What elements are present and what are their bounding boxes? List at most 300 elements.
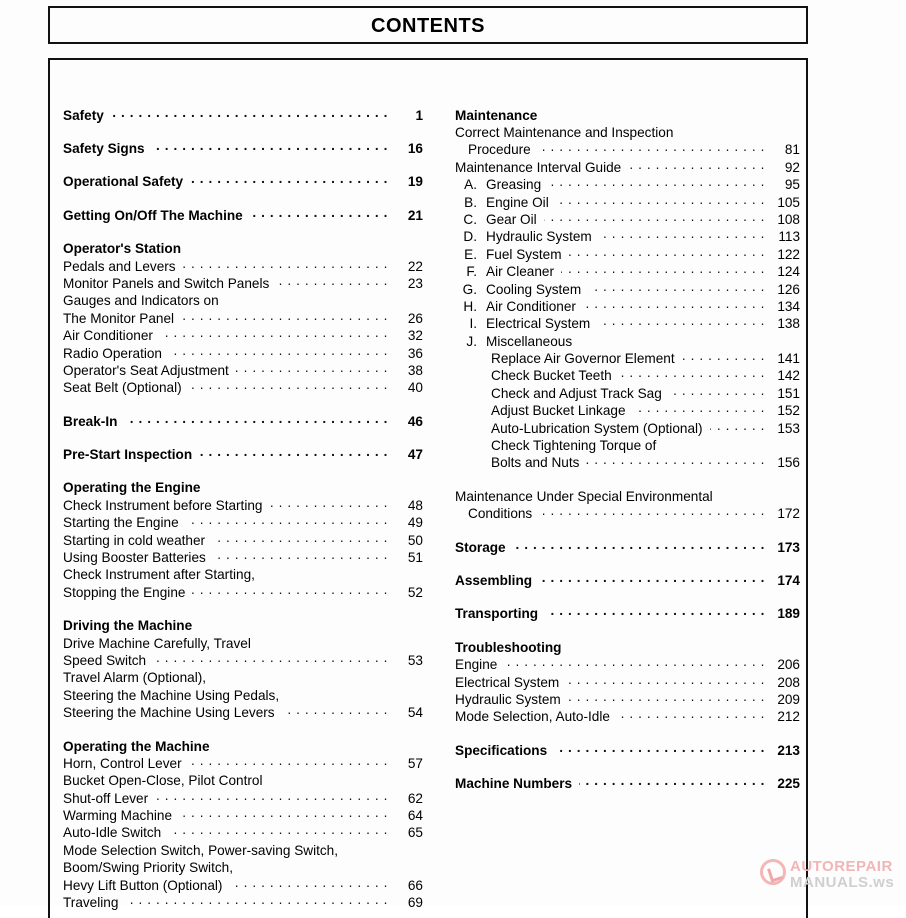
toc-entry-label: Monitor Panels and Switch Panels	[63, 275, 270, 291]
toc-group	[455, 741, 800, 758]
toc-dot-leader	[183, 257, 388, 271]
toc-dot-leader	[539, 505, 765, 519]
toc-page-number: 142	[777, 368, 800, 384]
toc-entry-label: Mode Selection Switch, Power-saving Switch,	[63, 842, 339, 858]
toc-entry[interactable]	[63, 583, 423, 600]
toc-section-entry[interactable]	[455, 741, 800, 758]
toc-entry[interactable]	[63, 807, 423, 824]
toc-entry-label: Check Tightening Torque of	[491, 438, 657, 454]
toc-entry[interactable]	[63, 361, 423, 378]
toc-section-entry[interactable]	[63, 139, 423, 156]
toc-entry[interactable]	[63, 514, 423, 531]
toc-dot-leader	[189, 379, 388, 393]
toc-entry[interactable]	[63, 496, 423, 513]
toc-dot-leader	[199, 445, 388, 459]
toc-page-number: 26	[407, 310, 423, 326]
toc-entry-label: Seat Belt (Optional)	[63, 380, 182, 396]
toc-dot-leader	[189, 754, 388, 768]
toc-entry-letter: D.	[463, 229, 477, 245]
toc-entry-letter: I.	[469, 316, 477, 332]
toc-page-number: 32	[407, 328, 423, 344]
toc-entry-label: Operator's Seat Adjustment	[63, 362, 229, 378]
toc-entry-label: Check Bucket Teeth	[491, 368, 612, 384]
toc-entry-label: Stopping the Engine	[63, 584, 186, 600]
toc-page-number: 105	[777, 194, 800, 210]
toc-page-number: 23	[407, 275, 423, 291]
toc-page-number: 124	[777, 264, 800, 280]
toc-entry[interactable]	[455, 384, 800, 401]
toc-dot-leader	[710, 419, 765, 433]
toc-entry-label: Air Conditioner	[63, 328, 153, 344]
toc-entry-label: Procedure	[468, 142, 531, 158]
toc-entry[interactable]	[455, 436, 800, 453]
toc-page-number: 108	[777, 211, 800, 227]
toc-dot-leader	[250, 206, 388, 220]
toc-entry[interactable]	[63, 634, 423, 651]
toc-entry-letter: B.	[464, 194, 477, 210]
toc-dot-leader	[544, 106, 765, 120]
toc-page-number: 153	[777, 420, 800, 436]
toc-dot-leader	[544, 210, 765, 224]
toc-dot-leader	[513, 538, 765, 552]
toc-entry[interactable]	[63, 566, 423, 583]
toc-dot-leader	[539, 571, 765, 585]
toc-dot-leader	[566, 673, 765, 687]
toc-entry-letter: H.	[463, 298, 477, 314]
toc-entry[interactable]	[63, 379, 423, 396]
toc-section-entry[interactable]	[455, 538, 800, 555]
toc-page-number: 134	[777, 298, 800, 314]
toc-entry[interactable]	[63, 292, 423, 309]
toc-dot-leader	[545, 605, 765, 619]
toc-page-number: 126	[777, 281, 800, 297]
toc-entry-letter: G.	[462, 281, 477, 297]
toc-page-number: 189	[777, 606, 800, 622]
toc-entry-label: Check Instrument before Starting	[63, 497, 263, 513]
toc-entry[interactable]	[63, 327, 423, 344]
toc-entry[interactable]	[455, 123, 800, 140]
toc-entry-label: Mode Selection, Auto-Idle	[455, 709, 610, 725]
toc-group	[455, 487, 800, 522]
toc-page-number: 40	[407, 380, 423, 396]
toc-entry-label: Transporting	[455, 606, 539, 622]
toc-dot-leader	[633, 402, 765, 416]
toc-page-number: 209	[777, 691, 800, 707]
toc-dot-leader	[153, 651, 388, 665]
toc-entry[interactable]	[63, 686, 423, 703]
toc-page-number: 212	[777, 709, 800, 725]
toc-section-entry[interactable]	[63, 412, 423, 429]
toc-section-entry[interactable]	[63, 173, 423, 190]
toc-entry[interactable]	[63, 669, 423, 686]
toc-page-number: 1	[415, 107, 423, 123]
toc-group	[63, 240, 423, 397]
toc-entry[interactable]	[455, 263, 800, 280]
toc-entry-label: Engine Oil	[486, 194, 549, 210]
toc-page-number: 141	[777, 351, 800, 367]
toc-entry-label: Air Cleaner	[486, 264, 554, 280]
toc-entry-label: Check and Adjust Track Sag	[491, 385, 662, 401]
toc-dot-leader	[680, 123, 765, 137]
watermark-line-2: MANUALS.ws	[790, 874, 895, 891]
toc-dot-leader	[588, 280, 765, 294]
toc-group	[455, 538, 800, 555]
toc-group	[455, 106, 800, 471]
toc-dot-leader	[619, 367, 765, 381]
toc-dot-leader	[663, 436, 765, 450]
toc-entry[interactable]	[455, 402, 800, 419]
toc-page-number: 36	[407, 345, 423, 361]
toc-dot-leader	[155, 789, 388, 803]
toc-dot-leader	[556, 193, 765, 207]
toc-dot-leader	[276, 274, 388, 288]
toc-page-number: 22	[407, 258, 423, 274]
toc-entry[interactable]	[455, 280, 800, 297]
toc-entry[interactable]	[455, 158, 800, 175]
toc-entry-label: Operational Safety	[63, 174, 184, 190]
toc-dot-leader	[599, 228, 765, 242]
toc-page-number: 174	[777, 572, 800, 588]
toc-page-number: 172	[777, 506, 800, 522]
toc-dot-leader	[569, 245, 765, 259]
toc-entry-label: Safety Signs	[63, 140, 145, 156]
contents-columns	[50, 60, 806, 918]
toc-entry[interactable]	[455, 487, 800, 504]
toc-page-number: 50	[407, 532, 423, 548]
toc-entry-letter: A.	[464, 177, 477, 193]
toc-entry[interactable]	[455, 349, 800, 366]
toc-entry[interactable]	[63, 344, 423, 361]
toc-section-entry[interactable]	[63, 240, 423, 257]
toc-entry-label: Speed Switch	[63, 652, 147, 668]
toc-entry-label: Electrical System	[486, 316, 591, 332]
toc-entry[interactable]	[63, 789, 423, 806]
toc-page-number: 52	[407, 584, 423, 600]
toc-dot-leader	[229, 876, 388, 890]
toc-section-entry[interactable]	[63, 737, 423, 754]
contents-left-column	[63, 106, 423, 911]
toc-section-entry[interactable]	[455, 571, 800, 588]
toc-page-number: 225	[777, 776, 800, 792]
toc-entry-label: Engine	[455, 657, 498, 673]
toc-entry[interactable]	[455, 176, 800, 193]
toc-entry-label: Hydraulic System	[455, 691, 561, 707]
toc-page-number: 64	[407, 808, 423, 824]
toc-page-number: 57	[407, 755, 423, 771]
toc-group	[455, 638, 800, 725]
toc-dot-leader	[548, 176, 765, 190]
toc-entry[interactable]	[63, 841, 423, 858]
toc-entry-letter: J.	[466, 333, 477, 349]
toc-dot-leader	[258, 634, 388, 648]
toc-page-number: 21	[407, 207, 423, 223]
toc-entry-label: Bucket Open-Close, Pilot Control	[63, 773, 263, 789]
toc-group	[63, 139, 423, 156]
toc-page-number: 51	[407, 550, 423, 566]
toc-entry[interactable]	[63, 876, 423, 893]
toc-page-number: 92	[784, 159, 800, 175]
toc-entry-label: Gear Oil	[486, 211, 537, 227]
toc-dot-leader	[240, 859, 388, 873]
title-box	[48, 6, 808, 44]
toc-group	[455, 605, 800, 622]
toc-dot-leader	[169, 344, 388, 358]
toc-entry-label: Replace Air Governor Element	[491, 351, 675, 367]
toc-dot-leader	[125, 893, 388, 907]
toc-section-entry[interactable]	[455, 638, 800, 655]
toc-group	[455, 775, 800, 792]
toc-entry-label: Adjust Bucket Linkage	[491, 403, 626, 419]
contents-right-column	[455, 106, 800, 792]
toc-page-number: 49	[407, 515, 423, 531]
toc-entry-label: Correct Maintenance and Inspection	[455, 124, 674, 140]
toc-entry-label: Storage	[455, 539, 506, 555]
toc-entry-label: Conditions	[468, 506, 533, 522]
contents-box	[48, 58, 808, 918]
toc-dot-leader	[579, 332, 765, 346]
toc-entry[interactable]	[455, 454, 800, 471]
toc-page-number: 138	[777, 316, 800, 332]
toc-dot-leader	[586, 454, 765, 468]
toc-entry-label: Maintenance Under Special Environmental	[455, 488, 713, 504]
toc-group	[63, 617, 423, 721]
toc-page-number: 46	[407, 413, 423, 429]
toc-group	[63, 737, 423, 911]
toc-entry-label: Hydraulic System	[486, 229, 592, 245]
toc-section-entry[interactable]	[63, 617, 423, 634]
toc-entry-label: Air Conditioner	[486, 298, 576, 314]
toc-entry[interactable]	[63, 651, 423, 668]
toc-entry[interactable]	[63, 274, 423, 291]
toc-entry[interactable]	[63, 531, 423, 548]
toc-section-entry[interactable]	[63, 206, 423, 223]
toc-entry-label: Greasing	[486, 177, 542, 193]
toc-entry-letter: E.	[464, 246, 477, 262]
toc-page-number: 213	[777, 742, 800, 758]
toc-dot-leader	[682, 349, 765, 363]
toc-dot-leader	[207, 479, 388, 493]
toc-page-number: 113	[778, 229, 800, 245]
toc-entry[interactable]	[63, 257, 423, 274]
toc-entry[interactable]	[455, 708, 800, 725]
toc-entry[interactable]	[455, 656, 800, 673]
toc-group	[63, 206, 423, 223]
toc-dot-leader	[561, 263, 765, 277]
toc-entry[interactable]	[455, 690, 800, 707]
toc-entry[interactable]	[455, 367, 800, 384]
watermark-line-1: AUTOREPAIR	[790, 858, 893, 875]
toc-entry-label: Horn, Control Lever	[63, 755, 182, 771]
toc-dot-leader	[192, 583, 388, 597]
toc-page-number: 173	[777, 539, 800, 555]
toc-page-number: 48	[407, 497, 423, 513]
toc-page-number: 208	[777, 674, 800, 690]
toc-entry-label: Traveling	[63, 895, 119, 911]
toc-entry-label: Pre-Start Inspection	[63, 447, 193, 463]
toc-entry[interactable]	[63, 309, 423, 326]
toc-entry-label: Steering the Machine Using Pedals,	[63, 687, 280, 703]
toc-entry-label: Machine Numbers	[455, 776, 573, 792]
toc-page-number: 122	[777, 246, 800, 262]
toc-entry[interactable]	[455, 297, 800, 314]
toc-page-number: 47	[407, 447, 423, 463]
toc-dot-leader	[152, 139, 388, 153]
toc-page-number: 53	[407, 652, 423, 668]
toc-entry-label: Operating the Machine	[63, 738, 210, 754]
toc-page-number: 206	[777, 657, 800, 673]
toc-entry-label: Drive Machine Carefully, Travel	[63, 635, 251, 651]
toc-entry[interactable]	[63, 548, 423, 565]
toc-dot-leader	[179, 807, 388, 821]
toc-group	[63, 412, 423, 429]
toc-entry-label: Troubleshooting	[455, 639, 562, 655]
toc-entry-label: Pedals and Levers	[63, 258, 176, 274]
toc-entry[interactable]	[455, 210, 800, 227]
toc-entry-label: Operating the Engine	[63, 480, 201, 496]
toc-section-entry[interactable]	[63, 445, 423, 462]
toc-dot-leader	[124, 412, 388, 426]
toc-section-entry[interactable]	[63, 106, 423, 123]
toc-entry-label: Radio Operation	[63, 345, 162, 361]
toc-page-number: 156	[777, 455, 800, 471]
toc-group	[455, 571, 800, 588]
toc-entry[interactable]	[455, 193, 800, 210]
toc-entry-label: Electrical System	[455, 674, 560, 690]
toc-entry-label: Safety	[63, 107, 104, 123]
toc-entry-label: Maintenance	[455, 107, 538, 123]
toc-page-number: 19	[407, 174, 423, 190]
toc-entry[interactable]	[63, 859, 423, 876]
toc-entry[interactable]	[455, 245, 800, 262]
toc-entry[interactable]	[455, 141, 800, 158]
toc-dot-leader	[568, 638, 765, 652]
toc-dot-leader	[217, 737, 388, 751]
toc-dot-leader	[554, 741, 765, 755]
toc-entry[interactable]	[63, 754, 423, 771]
toc-entry-label: Driving the Machine	[63, 618, 193, 634]
toc-dot-leader	[213, 669, 388, 683]
toc-entry-letter: F.	[466, 264, 477, 280]
toc-entry[interactable]	[455, 315, 800, 332]
toc-group	[63, 445, 423, 462]
toc-dot-leader	[181, 309, 388, 323]
toc-dot-leader	[720, 487, 765, 501]
page-title: CONTENTS	[371, 15, 485, 37]
toc-entry-label: Specifications	[455, 742, 548, 758]
toc-section-entry[interactable]	[455, 775, 800, 792]
toc-section-entry[interactable]	[63, 479, 423, 496]
toc-entry-label: Gauges and Indicators on	[63, 293, 219, 309]
toc-entry-label: Steering the Machine Using Levers	[63, 705, 275, 721]
toc-group	[63, 479, 423, 601]
toc-dot-leader	[538, 141, 765, 155]
toc-page-number: 65	[407, 825, 423, 841]
toc-dot-leader	[628, 158, 765, 172]
toc-dot-leader	[186, 514, 388, 528]
toc-entry-letter: C.	[463, 211, 477, 227]
toc-entry-label: Starting the Engine	[63, 515, 179, 531]
toc-dot-leader	[597, 315, 765, 329]
toc-page-number: 69	[407, 895, 423, 911]
toc-dot-leader	[669, 384, 765, 398]
toc-page-number: 66	[407, 877, 423, 893]
toc-entry-label: Hevy Lift Button (Optional)	[63, 877, 223, 893]
toc-dot-leader	[236, 361, 388, 375]
toc-page-number: 152	[777, 403, 800, 419]
toc-page-number: 54	[407, 705, 423, 721]
toc-dot-leader	[583, 297, 765, 311]
toc-page-number: 95	[784, 177, 800, 193]
toc-entry[interactable]	[63, 704, 423, 721]
toc-dot-leader	[617, 708, 765, 722]
toc-dot-leader	[282, 704, 388, 718]
toc-page-number: 62	[407, 790, 423, 806]
toc-entry-label: Starting in cold weather	[63, 532, 206, 548]
toc-dot-leader	[286, 686, 388, 700]
toc-entry-label: Cooling System	[486, 281, 582, 297]
toc-entry[interactable]	[455, 505, 800, 522]
toc-section-entry[interactable]	[455, 605, 800, 622]
toc-entry[interactable]	[63, 772, 423, 789]
toc-entry-label: Auto-Lubrication System (Optional)	[491, 420, 703, 436]
toc-group	[63, 173, 423, 190]
toc-entry-label: Break-In	[63, 413, 118, 429]
toc-entry-label: Getting On/Off The Machine	[63, 207, 243, 223]
toc-page-number: 81	[784, 142, 800, 158]
toc-dot-leader	[168, 824, 388, 838]
toc-entry-label: Maintenance Interval Guide	[455, 159, 622, 175]
toc-entry[interactable]	[63, 893, 423, 910]
toc-entry[interactable]	[455, 419, 800, 436]
toc-entry-label: Travel Alarm (Optional),	[63, 670, 207, 686]
toc-dot-leader	[213, 548, 388, 562]
toc-entry-label: Fuel System	[486, 246, 562, 262]
toc-entry-label: Check Instrument after Starting,	[63, 567, 255, 583]
toc-entry[interactable]	[63, 824, 423, 841]
toc-section-entry[interactable]	[455, 106, 800, 123]
toc-dot-leader	[212, 531, 388, 545]
toc-entry-label: Bolts and Nuts	[491, 455, 580, 471]
toc-page-number: 16	[407, 140, 423, 156]
toc-entry-label: The Monitor Panel	[63, 310, 175, 326]
toc-entry-label: Assembling	[455, 572, 533, 588]
toc-dot-leader	[345, 841, 388, 855]
toc-entry-label: Operator's Station	[63, 241, 182, 257]
toc-entry[interactable]	[455, 332, 800, 349]
toc-dot-leader	[199, 617, 388, 631]
toc-dot-leader	[111, 106, 388, 120]
toc-dot-leader	[188, 240, 388, 254]
toc-page-number: 151	[777, 385, 800, 401]
toc-entry-label: Auto-Idle Switch	[63, 825, 162, 841]
toc-page-number: 38	[407, 362, 423, 378]
toc-group	[63, 106, 423, 123]
toc-entry-label: Shut-off Lever	[63, 790, 149, 806]
toc-dot-leader	[579, 775, 765, 789]
toc-dot-leader	[160, 327, 388, 341]
toc-entry-label: Boom/Swing Priority Switch,	[63, 860, 233, 876]
toc-dot-leader	[269, 772, 388, 786]
toc-entry[interactable]	[455, 228, 800, 245]
toc-dot-leader	[262, 566, 388, 580]
toc-entry-label: Miscellaneous	[486, 333, 573, 349]
toc-dot-leader	[504, 656, 765, 670]
toc-entry[interactable]	[455, 673, 800, 690]
toc-dot-leader	[190, 173, 388, 187]
toc-entry-label: Warming Machine	[63, 808, 173, 824]
toc-entry-label: Using Booster Batteries	[63, 550, 206, 566]
toc-dot-leader	[568, 690, 765, 704]
